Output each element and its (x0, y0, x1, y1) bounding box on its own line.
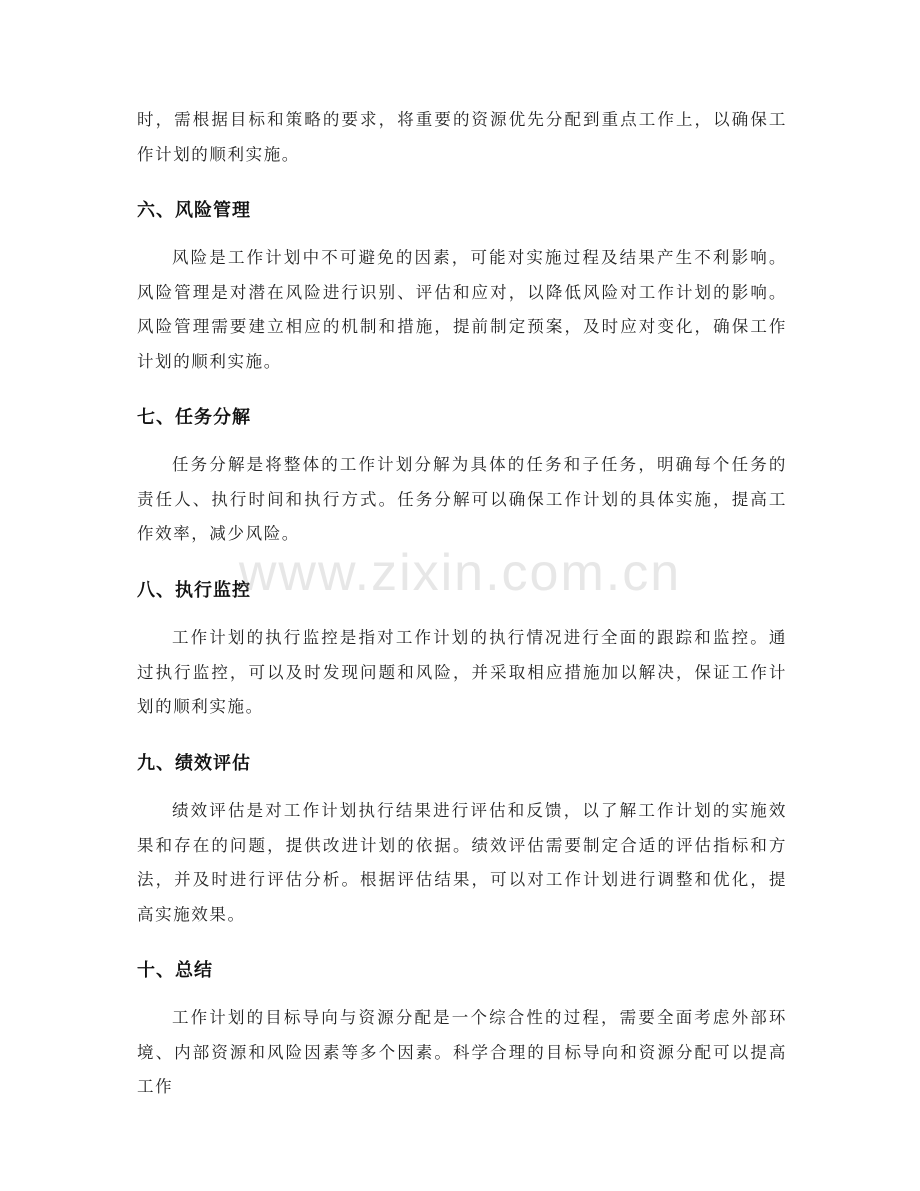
section-heading-performance-evaluation: 九、绩效评估 (137, 753, 251, 774)
section-heading-task-breakdown: 七、任务分解 (137, 407, 251, 428)
intro-paragraph: 时，需根据目标和策略的要求，将重要的资源优先分配到重点工作上，以确保工作计划的顺利实施。 (137, 110, 787, 164)
section-paragraph-performance-evaluation: 绩效评估是对工作计划执行结果进行评估和反馈，以了解工作计划的实施效果和存在的问题，提供改进计划的依据。绩效评估需要制定合适的评估指标和方法，并及时进行评估分析。根据评估结果，可以对工作计划进行调整和优化，提高实施效果。 (137, 801, 787, 924)
section-heading-execution-monitoring: 八、执行监控 (137, 580, 251, 601)
section-paragraph-execution-monitoring: 工作计划的执行监控是指对工作计划的执行情况进行全面的跟踪和监控。通过执行监控，可以及时发现问题和风险，并采取相应措施加以解决，保证工作计划的顺利实施。 (137, 628, 787, 716)
section-paragraph-task-breakdown: 任务分解是将整体的工作计划分解为具体的任务和子任务，明确每个任务的责任人、执行时间和执行方式。任务分解可以确保工作计划的具体实施，提高工作效率，减少风险。 (137, 455, 787, 543)
section-heading-risk-management: 六、风险管理 (137, 200, 251, 221)
watermark: www.zixin.com.cn (238, 544, 682, 602)
section-paragraph-summary: 工作计划的目标导向与资源分配是一个综合性的过程，需要全面考虑外部环境、内部资源和风险因素等多个因素。科学合理的目标导向和资源分配可以提高工作 (137, 1008, 787, 1096)
section-paragraph-risk-management: 风险是工作计划中不可避免的因素，可能对实施过程及结果产生不利影响。风险管理是对潜在风险进行识别、评估和应对，以降低风险对工作计划的影响。风险管理需要建立相应的机制和措施，提前制定预案，及时应对变化，确保工作计划的顺利实施。 (137, 248, 787, 371)
section-heading-summary: 十、总结 (137, 960, 213, 981)
